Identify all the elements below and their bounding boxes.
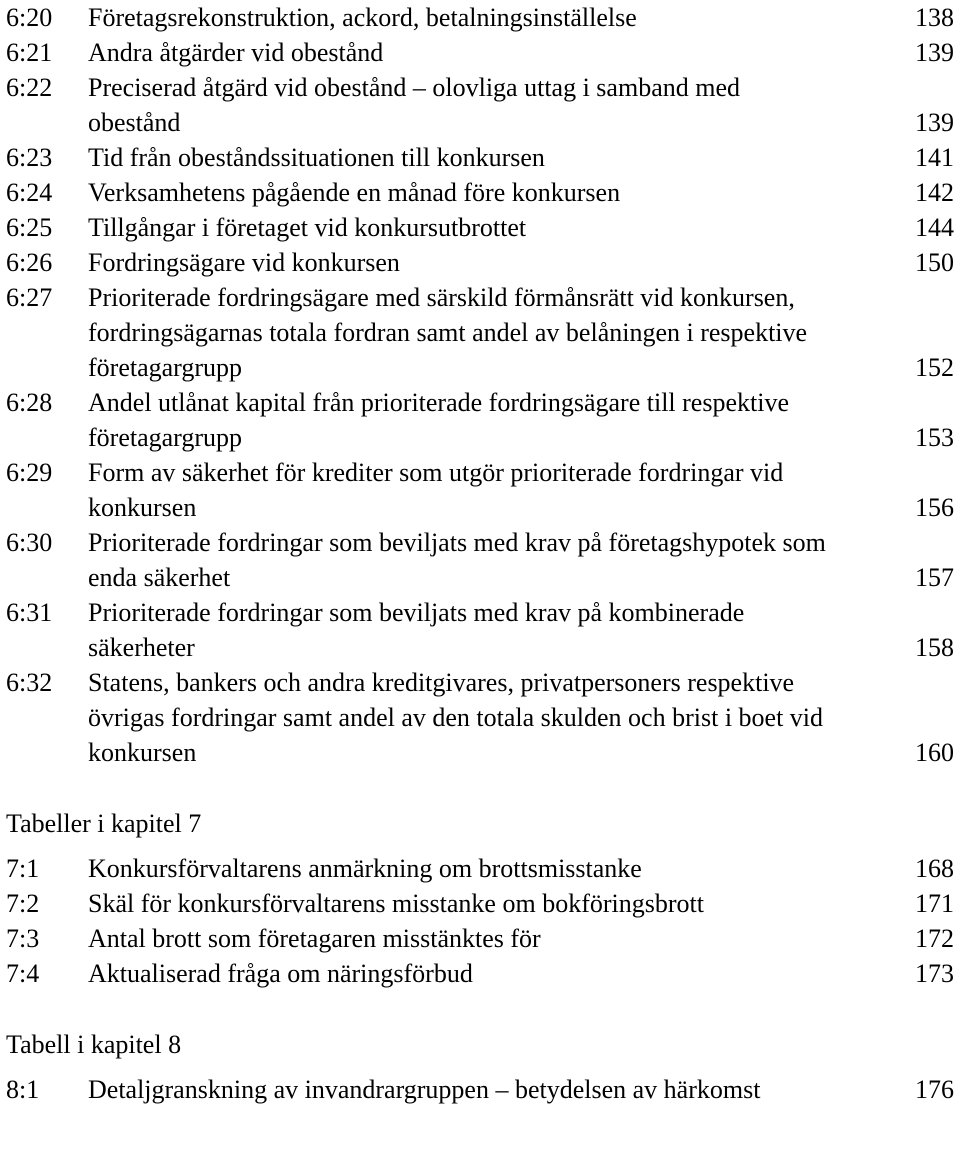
toc-entry-number: 6:32 <box>6 668 53 697</box>
toc-entry-page: 141 <box>915 143 954 172</box>
toc-entry-title: Andel utlånat kapital från prioriterade fordringsägare till respektive företagargrupp <box>88 388 789 452</box>
toc-section-chapter-6 <box>6 0 954 770</box>
toc-entry-number: 6:23 <box>6 143 53 172</box>
toc-entry-number: 7:2 <box>6 889 40 918</box>
toc-entry <box>6 70 954 140</box>
toc-entry-number: 6:27 <box>6 283 53 312</box>
toc-entry <box>6 245 954 280</box>
toc-entry-page: 168 <box>915 854 954 883</box>
toc-entry-number: 8:1 <box>6 1075 40 1104</box>
toc-entry-title: Form av säkerhet för krediter som utgör prioriterade fordringar vid konkursen <box>88 458 784 522</box>
toc-entry <box>6 525 954 595</box>
toc-entry-page: 173 <box>915 959 954 988</box>
toc-entry-title: Andra åtgärder vid obestånd <box>88 38 384 67</box>
toc-entry-number: 7:1 <box>6 854 40 883</box>
toc-entry <box>6 35 954 70</box>
toc-section-chapter-8 <box>6 1027 954 1107</box>
toc-entry-page: 156 <box>915 493 954 522</box>
toc-entry <box>6 886 954 921</box>
toc-entry <box>6 455 954 525</box>
toc-entry-number: 6:24 <box>6 178 53 207</box>
toc-entry-title: Fordringsägare vid konkursen <box>88 248 400 277</box>
toc-entry-number: 6:31 <box>6 598 53 627</box>
heading-spacer <box>6 1062 954 1072</box>
toc-entry-page: 176 <box>915 1075 954 1104</box>
toc-entry-title: Statens, bankers och andra kreditgivares, privatpersoners respektive övrigas fordringar samt andel av den totala skulden och brist i boet vid konkursen <box>88 668 824 767</box>
toc-entry-title: Aktualiserad fråga om näringsförbud <box>88 959 473 988</box>
toc-entry <box>6 1072 954 1107</box>
toc-entry-page: 138 <box>915 3 954 32</box>
toc-entry-title: Konkursförvaltarens anmärkning om brottsmisstanke <box>88 854 642 883</box>
toc-entry-title: Skäl för konkursförvaltarens misstanke om bokföringsbrott <box>88 889 704 918</box>
toc-entry-number: 6:21 <box>6 38 53 67</box>
toc-entry <box>6 956 954 991</box>
toc-entry <box>6 0 954 35</box>
toc-entry-title: Tillgångar i företaget vid konkursutbrottet <box>88 213 527 242</box>
toc-entry <box>6 140 954 175</box>
toc-entry-page: 158 <box>915 633 954 662</box>
toc-entry-page: 171 <box>915 889 954 918</box>
toc-entry-number: 6:30 <box>6 528 53 557</box>
toc-entry-title: Tid från obeståndssituationen till konkursen <box>88 143 545 172</box>
toc-entry <box>6 921 954 956</box>
toc-entry-title: Prioriterade fordringsägare med särskild förmånsrätt vid konkursen, fordringsägarnas totala fordran samt andel av belåningen i respektive företagargrupp <box>88 283 808 382</box>
toc-entry-page: 172 <box>915 924 954 953</box>
toc-entry-title: Verksamhetens pågående en månad före konkursen <box>88 178 621 207</box>
toc-entry <box>6 280 954 385</box>
toc-entry-page: 160 <box>915 738 954 767</box>
toc-entry <box>6 210 954 245</box>
toc-entry-number: 6:22 <box>6 73 53 102</box>
toc-entry-title: Prioriterade fordringar som beviljats med krav på kombinerade säkerheter <box>88 598 745 662</box>
section-spacer <box>6 770 954 806</box>
toc-section-chapter-7 <box>6 806 954 991</box>
section-spacer <box>6 991 954 1027</box>
toc-entry-number: 6:26 <box>6 248 53 277</box>
toc-entry-title: Preciserad åtgärd vid obestånd – olovliga uttag i samband med obestånd <box>88 73 740 137</box>
toc-entry <box>6 851 954 886</box>
toc-entry <box>6 175 954 210</box>
toc-entry-page: 152 <box>915 353 954 382</box>
toc-entry-number: 7:3 <box>6 924 40 953</box>
toc-entry-page: 150 <box>915 248 954 277</box>
toc-entry-number: 6:20 <box>6 3 53 32</box>
section-heading: Tabell i kapitel 8 <box>6 1030 182 1059</box>
toc-entry-number: 7:4 <box>6 959 40 988</box>
toc-entry-title: Detaljgranskning av invandrargruppen – betydelsen av härkomst <box>88 1075 761 1104</box>
toc-entry-title: Antal brott som företagaren misstänktes för <box>88 924 541 953</box>
heading-spacer <box>6 841 954 851</box>
toc-entry-page: 142 <box>915 178 954 207</box>
toc-entry <box>6 385 954 455</box>
toc-entry-page: 153 <box>915 423 954 452</box>
toc-entry-number: 6:29 <box>6 458 53 487</box>
section-heading: Tabeller i kapitel 7 <box>6 809 202 838</box>
toc-entry-page: 139 <box>915 108 954 137</box>
toc-entry-title: Företagsrekonstruktion, ackord, betalningsinställelse <box>88 3 637 32</box>
toc-entry <box>6 595 954 665</box>
toc-entry <box>6 665 954 770</box>
toc-entry-page: 144 <box>915 213 954 242</box>
toc-entry-page: 157 <box>915 563 954 592</box>
toc-entry-title: Prioriterade fordringar som beviljats med krav på företagshypotek som enda säkerhet <box>88 528 826 592</box>
toc-entry-number: 6:25 <box>6 213 53 242</box>
toc-entry-page: 139 <box>915 38 954 67</box>
toc-entry-number: 6:28 <box>6 388 53 417</box>
